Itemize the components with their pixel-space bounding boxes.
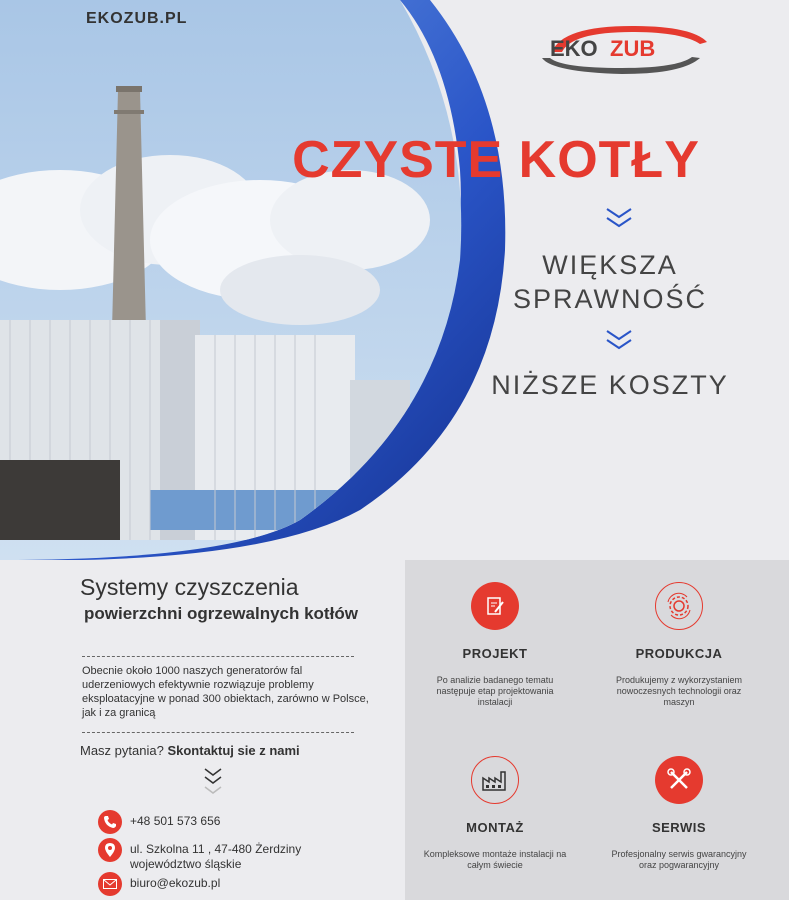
question-text: Masz pytania? — [80, 743, 164, 758]
chevron-down-icon — [202, 766, 224, 802]
service-montaz — [405, 756, 585, 871]
systems-description: Obecnie około 1000 naszych generatorów fal uderzeniowych efektywnie rozwiązuje problemy eksploatacyjne w ponad 300 obiektach, zarówno w Polsce, jak i za granicą — [82, 665, 369, 719]
hero-title: CZYSTE KOTŁY — [292, 131, 700, 189]
hero-line-sprawnosc: SPRAWNOŚĆ — [512, 284, 707, 314]
phone-text[interactable]: +48 501 573 656 — [130, 814, 221, 828]
chevron-down-icon — [604, 206, 634, 230]
divider — [82, 732, 354, 733]
phone-icon — [98, 810, 122, 834]
service-name: PROJEKT — [462, 646, 528, 661]
contact-cta[interactable]: Skontaktuj sie z nami — [167, 743, 300, 758]
service-produkcja — [589, 582, 769, 708]
address-line1: ul. Szkolna 11 , 47-480 Żerdziny — [130, 842, 302, 856]
hero-line-wieksza: WIĘKSZA — [542, 250, 678, 280]
contact-prompt — [80, 743, 300, 758]
location-pin-icon — [98, 838, 122, 862]
factory-icon — [471, 756, 519, 804]
services-panel — [405, 560, 789, 900]
address-line2: województwo śląskie — [130, 857, 242, 871]
service-name: MONTAŻ — [466, 820, 524, 835]
service-desc: Profesjonalny serwis gwarancyjny oraz pogwarancyjny — [611, 849, 747, 870]
systems-section — [0, 560, 405, 900]
service-name: SERWIS — [651, 820, 707, 835]
divider — [82, 656, 354, 657]
site-url[interactable]: EKOZUB.PL — [86, 10, 188, 27]
document-edit-icon — [471, 582, 519, 630]
logo-text-eko: EKO — [550, 36, 598, 61]
gear-cycle-icon — [655, 582, 703, 630]
logo-text-zub: ZUB — [610, 36, 656, 61]
contact-email[interactable] — [98, 872, 220, 896]
contact-address — [98, 838, 301, 872]
systems-title: Systemy czyszczenia — [80, 574, 299, 600]
ekozub-logo — [532, 20, 712, 80]
contact-phone[interactable] — [98, 810, 220, 834]
email-text[interactable]: biuro@ekozub.pl — [130, 876, 221, 890]
service-projekt — [405, 582, 585, 708]
hero-line-koszty: NIŻSZE KOSZTY — [491, 370, 729, 400]
service-serwis — [589, 756, 769, 871]
service-desc: Po analizie badanego tematu następuje etap projektowania instalacji — [436, 675, 554, 707]
tools-icon — [655, 756, 703, 804]
mail-icon — [98, 872, 122, 896]
systems-subtitle: powierzchni ogrzewalnych kotłów — [84, 604, 358, 623]
chevron-down-icon — [604, 328, 634, 352]
service-desc: Produkujemy z wykorzystaniem nowoczesnych technologii oraz maszyn — [615, 675, 743, 707]
service-desc: Kompleksowe montaże instalacji na całym świecie — [423, 849, 567, 870]
service-name: PRODUKCJA — [635, 646, 723, 661]
